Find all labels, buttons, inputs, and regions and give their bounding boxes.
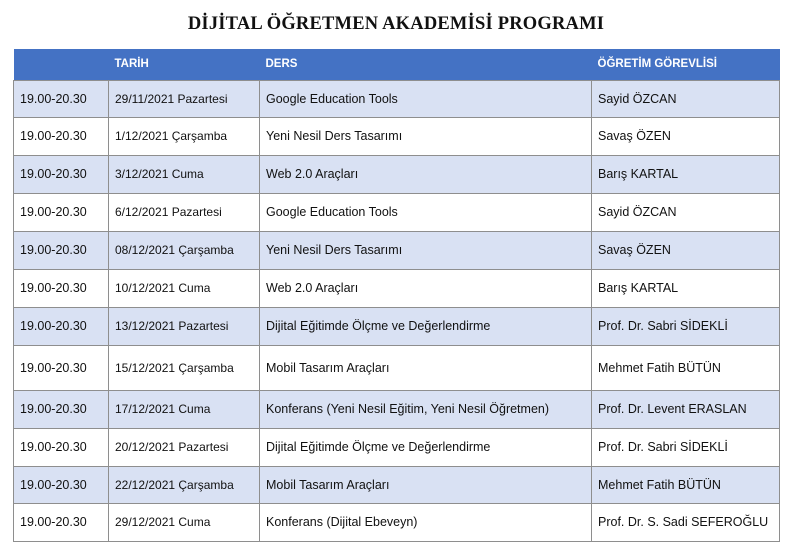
instructor-cell: Mehmet Fatih BÜTÜN	[592, 466, 780, 503]
table-row	[14, 345, 780, 390]
course-cell: Google Education Tools	[260, 193, 592, 231]
instructor-cell: Prof. Dr. Sabri SİDEKLİ	[592, 307, 780, 345]
instructor-cell: Mehmet Fatih BÜTÜN	[592, 345, 780, 390]
instructor-cell: Barış KARTAL	[592, 269, 780, 307]
time-cell: 19.00-20.30	[14, 345, 109, 390]
course-cell: Mobil Tasarım Araçları	[260, 466, 592, 503]
table-row	[14, 307, 780, 345]
time-cell: 19.00-20.30	[14, 155, 109, 193]
instructor-cell: Barış KARTAL	[592, 155, 780, 193]
instructor-cell: Sayid ÖZCAN	[592, 193, 780, 231]
course-cell: Konferans (Dijital Ebeveyn)	[260, 503, 592, 541]
column-header-date: TARİH	[114, 58, 149, 71]
date-cell: 29/11/2021 Pazartesi	[109, 80, 260, 117]
date-cell: 22/12/2021 Çarşamba	[109, 466, 260, 503]
course-cell: Google Education Tools	[260, 80, 592, 117]
time-cell: 19.00-20.30	[14, 307, 109, 345]
table-row	[14, 466, 780, 503]
time-cell: 19.00-20.30	[14, 269, 109, 307]
date-cell: 13/12/2021 Pazartesi	[109, 307, 260, 345]
instructor-cell: Prof. Dr. Levent ERASLAN	[592, 390, 780, 428]
date-cell: 3/12/2021 Cuma	[109, 155, 260, 193]
date-cell: 6/12/2021 Pazartesi	[109, 193, 260, 231]
time-cell: 19.00-20.30	[14, 428, 109, 466]
table-row	[14, 80, 780, 117]
instructor-cell: Sayid ÖZCAN	[592, 80, 780, 117]
course-cell: Konferans (Yeni Nesil Eğitim, Yeni Nesil Öğretmen)	[260, 390, 592, 428]
time-cell: 19.00-20.30	[14, 390, 109, 428]
course-cell: Dijital Eğitimde Ölçme ve Değerlendirme	[260, 428, 592, 466]
course-cell: Web 2.0 Araçları	[260, 155, 592, 193]
instructor-cell: Savaş ÖZEN	[592, 231, 780, 269]
instructor-cell: Prof. Dr. Sabri SİDEKLİ	[592, 428, 780, 466]
date-cell: 08/12/2021 Çarşamba	[109, 231, 260, 269]
instructor-cell: Savaş ÖZEN	[592, 117, 780, 155]
date-cell: 15/12/2021 Çarşamba	[109, 345, 260, 390]
page-title: DİJİTAL ÖĞRETMEN AKADEMİSİ PROGRAMI	[187, 14, 605, 34]
table-body	[14, 80, 780, 541]
time-cell: 19.00-20.30	[14, 193, 109, 231]
date-cell: 1/12/2021 Çarşamba	[109, 117, 260, 155]
course-cell: Dijital Eğitimde Ölçme ve Değerlendirme	[260, 307, 592, 345]
date-cell: 29/12/2021 Cuma	[109, 503, 260, 541]
table-row	[14, 117, 780, 155]
time-cell: 19.00-20.30	[14, 231, 109, 269]
column-header-course: DERS	[265, 58, 298, 71]
column-header-instructor: ÖĞRETİM GÖREVLİSİ	[597, 58, 717, 71]
time-cell: 19.00-20.30	[14, 117, 109, 155]
table-row	[14, 503, 780, 541]
time-cell: 19.00-20.30	[14, 503, 109, 541]
instructor-cell: Prof. Dr. S. Sadi SEFEROĞLU	[592, 503, 780, 541]
column-header-time	[14, 49, 109, 80]
course-cell: Web 2.0 Araçları	[260, 269, 592, 307]
table-row	[14, 193, 780, 231]
course-cell: Mobil Tasarım Araçları	[260, 345, 592, 390]
table-header-row	[14, 49, 780, 80]
schedule-table	[13, 49, 780, 542]
time-cell: 19.00-20.30	[14, 466, 109, 503]
table-row	[14, 269, 780, 307]
date-cell: 20/12/2021 Pazartesi	[109, 428, 260, 466]
course-cell: Yeni Nesil Ders Tasarımı	[260, 231, 592, 269]
date-cell: 17/12/2021 Cuma	[109, 390, 260, 428]
date-cell: 10/12/2021 Cuma	[109, 269, 260, 307]
time-cell: 19.00-20.30	[14, 80, 109, 117]
table-row	[14, 231, 780, 269]
table-row	[14, 390, 780, 428]
course-cell: Yeni Nesil Ders Tasarımı	[260, 117, 592, 155]
table-row	[14, 155, 780, 193]
table-row	[14, 428, 780, 466]
